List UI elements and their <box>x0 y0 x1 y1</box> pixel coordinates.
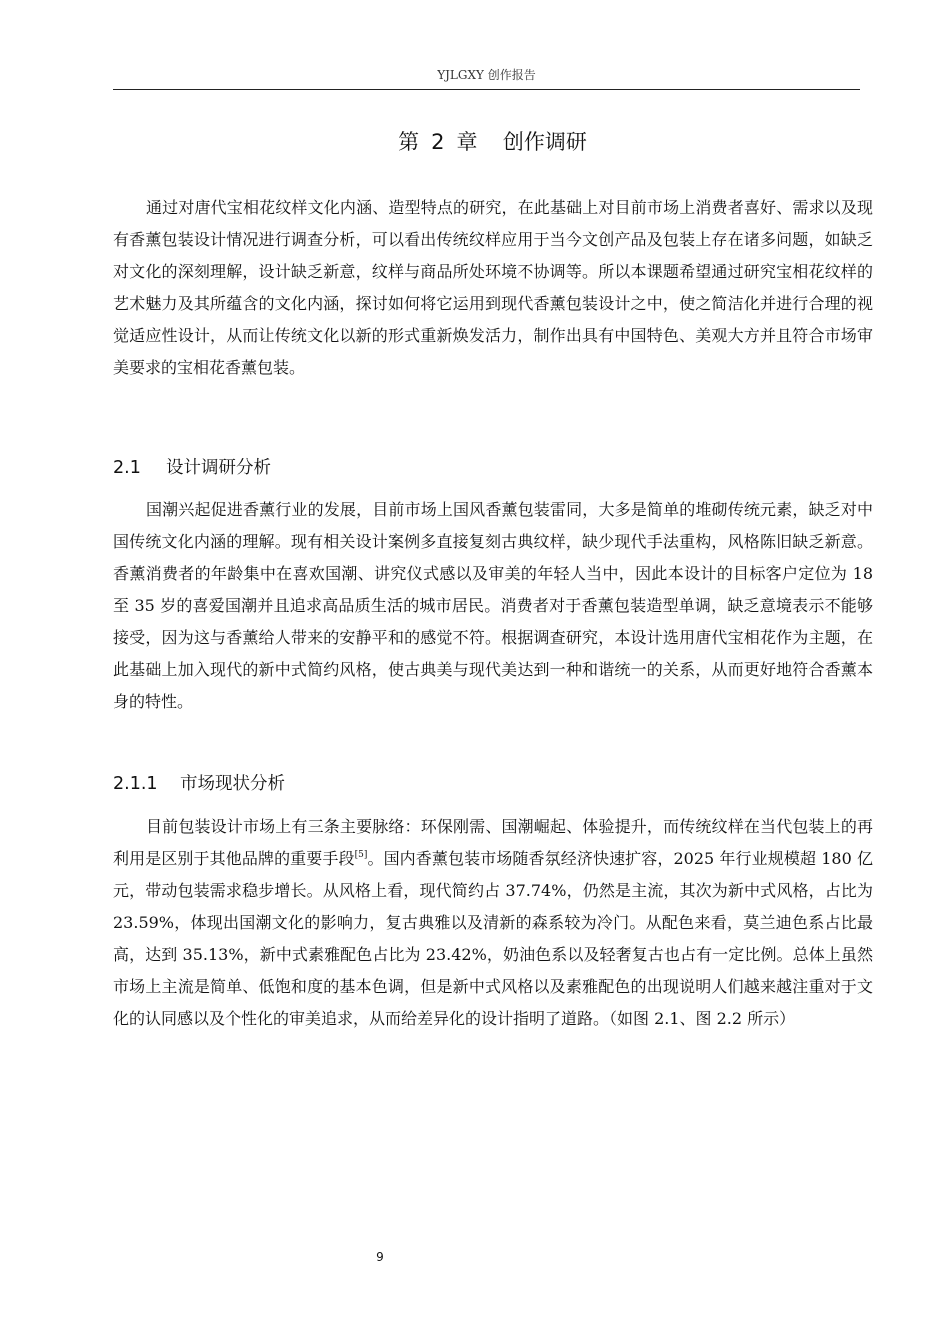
chapter-title <box>0 126 950 158</box>
chapter-suffix: 章 <box>456 130 478 154</box>
section-2-1-1-paragraph <box>113 811 873 1035</box>
subsection-number: 2.1.1 <box>113 774 158 794</box>
paragraph-text-part2: 。国内香薰包装市场随香氛经济快速扩容，2025 年行业规模超 180 亿元，带动包装需求稳步增长。从风格上看，现代简约占 37.74%，仍然是主流，其次为新中式风格，占比为 23.59%，体现出国潮文化的影响力，复古典雅以及清新的森系较为冷门。从配色来看，莫兰迪色系占比最高，达到 35.13%，新中式素雅配色占比为 23.42%，奶油色系以及轻奢复古也占有一定比例。总体上虽然市场上主流是简单、低饱和度的基本色调，但是新中式风格以及素雅配色的出现说明人们越来越注重对于文化的认同感以及个性化的审美追求，从而给差异化的设计指明了道路。（如图 2.1、图 2.2 所示） <box>113 849 873 1028</box>
paragraph-text-part1: 目前包装设计市场上有三条主要脉络：环保刚需、国潮崛起、体验提升，而传统纹样在当代包装上的再利用是区别于其他品牌的重要手段 <box>113 817 873 868</box>
subsection-title: 市场现状分析 <box>180 774 285 794</box>
section-number: 2.1 <box>113 458 141 478</box>
chapter-prefix: 第 <box>398 130 420 154</box>
section-title: 设计调研分析 <box>166 458 271 478</box>
running-header <box>113 64 860 90</box>
page-number: 9 <box>376 1250 384 1264</box>
chapter-intro-paragraph: 通过对唐代宝相花纹样文化内涵、造型特点的研究，在此基础上对目前市场上消费者喜好、需求以及现有香薰包装设计情况进行调查分析，可以看出传统纹样应用于当今文创产品及包装上存在诸多问题，如缺乏对文化的深刻理解，设计缺乏新意，纹样与商品所处环境不协调等。所以本课题希望通过研究宝相花纹样的艺术魅力及其所蕴含的文化内涵，探讨如何将它运用到现代香薰包装设计之中，使之简洁化并进行合理的视觉适应性设计，从而让传统文化以新的形式重新焕发活力，制作出具有中国特色、美观大方并且符合市场审美要求的宝相花香薰包装。 <box>113 198 873 377</box>
running-header-text: YJLGXY 创作报告 <box>437 68 536 82</box>
citation-reference[interactable]: [5] <box>354 850 368 860</box>
chapter-name: 创作调研 <box>502 130 587 154</box>
chapter-number: 2 <box>431 130 445 154</box>
section-2-1-1-heading <box>113 770 285 798</box>
section-2-1-paragraph: 国潮兴起促进香薰行业的发展，目前市场上国风香薰包装雷同，大多是简单的堆砌传统元素，缺乏对中国传统文化内涵的理解。现有相关设计案例多直接复刻古典纹样，缺少现代手法重构，风格陈旧缺乏新意。香薰消费者的年龄集中在喜欢国潮、讲究仪式感以及审美的年轻人当中，因此本设计的目标客户定位为 18 至 35 岁的喜爱国潮并且追求高品质生活的城市居民。消费者对于香薰包装造型单调，缺乏意境表示不能够接受，因为这与香薰给人带来的安静平和的感觉不符。根据调查研究，本设计选用唐代宝相花作为主题，在此基础上加入现代的新中式简约风格，使古典美与现代美达到一种和谐统一的关系，从而更好地符合香薰本身的特性。 <box>113 500 873 711</box>
section-2-1-heading <box>113 454 271 482</box>
